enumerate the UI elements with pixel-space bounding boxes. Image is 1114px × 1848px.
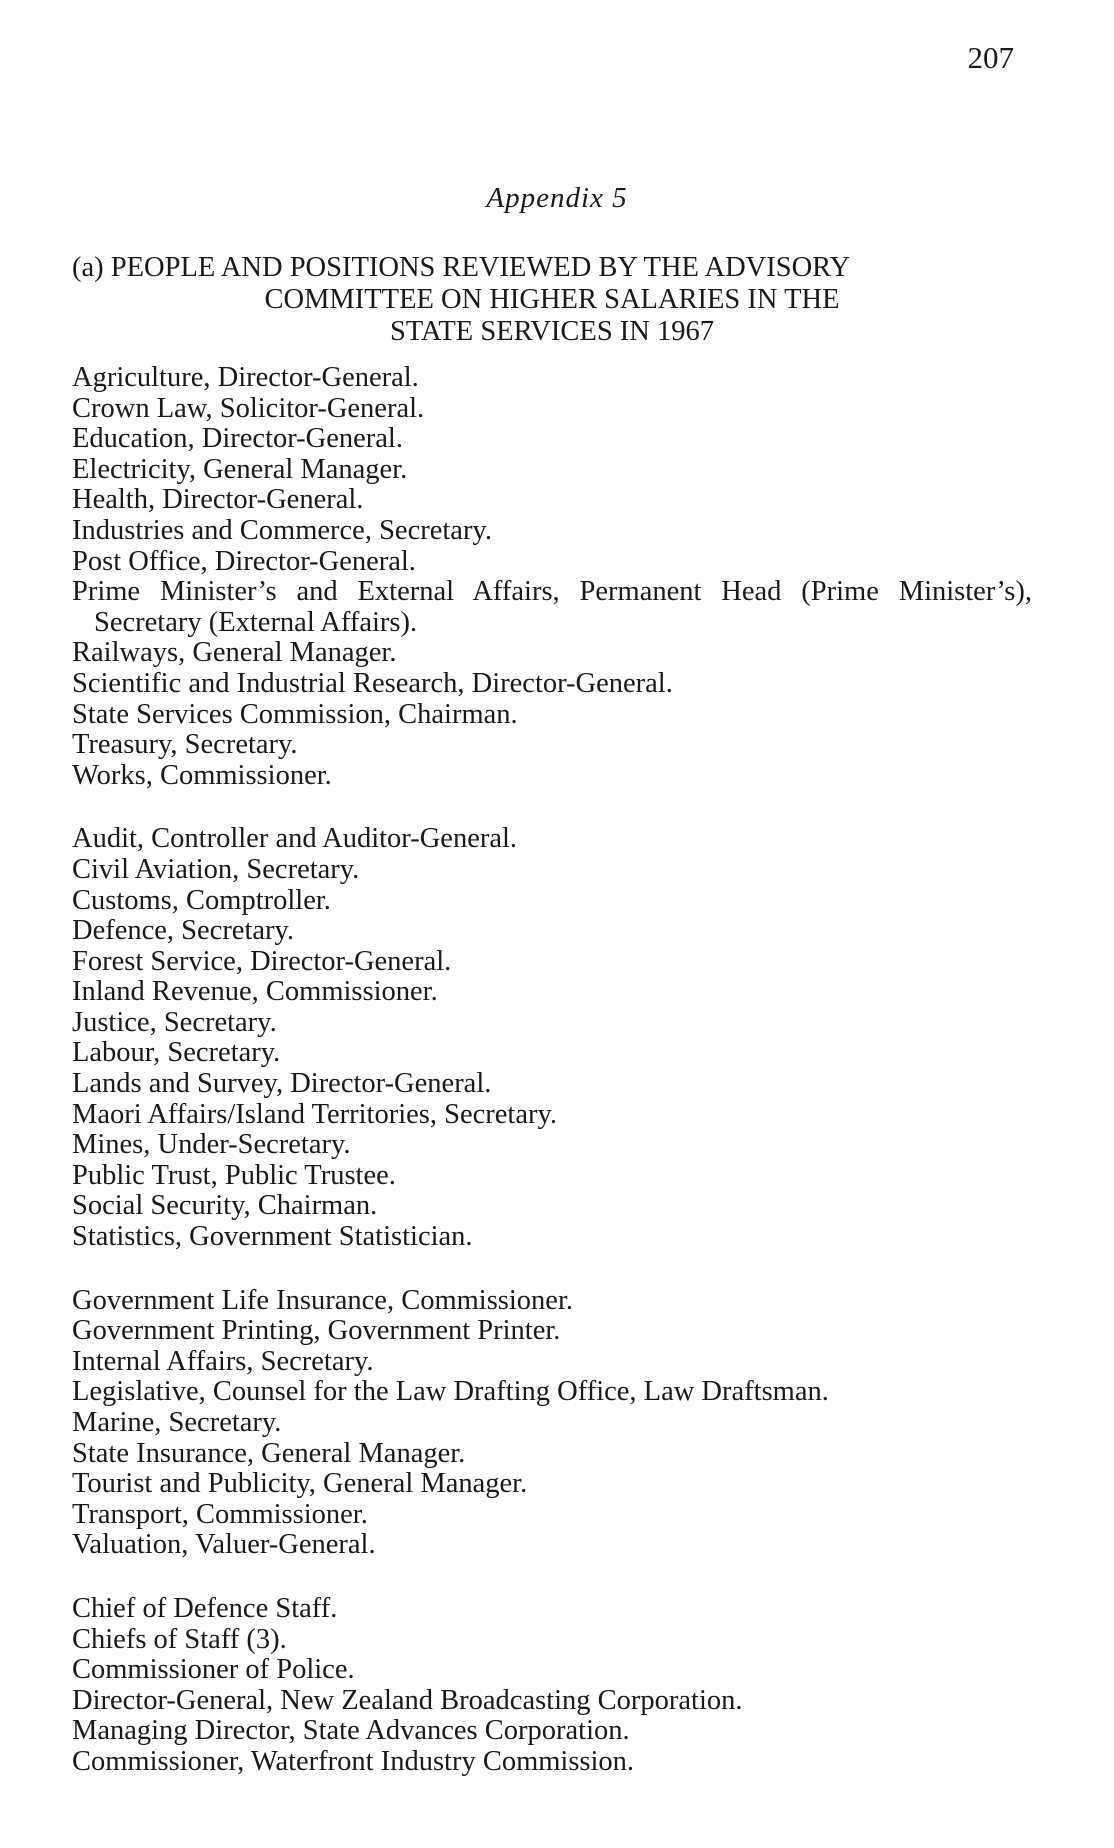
list-item: Chief of Defence Staff.: [72, 1592, 338, 1624]
list-item: Forest Service, Director-General.: [72, 945, 452, 977]
list-item: Valuation, Valuer-General.: [72, 1529, 376, 1561]
list-item: Inland Revenue, Commissioner.: [72, 976, 438, 1008]
list-item: Tourist and Publicity, General Manager.: [72, 1468, 528, 1500]
list-item: State Insurance, General Manager.: [72, 1437, 466, 1469]
list-item: Railways, General Manager.: [72, 637, 397, 669]
section-heading: [72, 252, 1032, 348]
list-item: Civil Aviation, Secretary.: [72, 853, 360, 885]
heading-line-3: STATE SERVICES IN 1967: [390, 316, 714, 347]
heading-line-2: COMMITTEE ON HIGHER SALARIES IN THE: [264, 284, 840, 315]
list-item: Lands and Survey, Director-General.: [72, 1068, 492, 1100]
list-item: Labour, Secretary.: [72, 1037, 281, 1069]
list-item: Scientific and Industrial Research, Director-General.: [72, 667, 673, 699]
appendix-title: Appendix 5: [486, 182, 628, 214]
list-item: Transport, Commissioner.: [72, 1498, 368, 1530]
list-item: Chiefs of Staff (3).: [72, 1623, 287, 1655]
list-item: Customs, Comptroller.: [72, 884, 331, 916]
list-item: Social Security, Chairman.: [72, 1190, 378, 1222]
list-item: Government Life Insurance, Commissioner.: [72, 1284, 574, 1316]
list-item: Works, Commissioner.: [72, 759, 332, 791]
group-3: [72, 1286, 1032, 1561]
list-item: Health, Director-General.: [72, 484, 364, 516]
list-item: Crown Law, Solicitor-General.: [72, 392, 425, 424]
list-item: Electricity, General Manager.: [72, 453, 408, 485]
list-item: Public Trust, Public Trustee.: [72, 1159, 396, 1191]
list-item: Statistics, Government Statistician.: [72, 1221, 473, 1253]
list-item: Agriculture, Director-General.: [72, 362, 419, 393]
list-item: Industries and Commerce, Secretary.: [72, 514, 492, 546]
list-item: Commissioner, Waterfront Industry Commission.: [72, 1745, 635, 1777]
list-item: Government Printing, Government Printer.: [72, 1315, 561, 1347]
group-4: [72, 1594, 1032, 1778]
heading-line-1: (a) PEOPLE AND POSITIONS REVIEWED BY THE ADVISORY: [72, 252, 851, 283]
list-item: Managing Director, State Advances Corporation.: [72, 1715, 630, 1747]
list-item: Post Office, Director-General.: [72, 545, 416, 577]
list-item: Treasury, Secretary.: [72, 729, 298, 761]
list-item: Director-General, New Zealand Broadcasting Corporation.: [72, 1684, 743, 1716]
list-item: Commissioner of Police.: [72, 1654, 355, 1686]
list-item: Mines, Under-Secretary.: [72, 1129, 351, 1161]
list-item: Maori Affairs/Island Territories, Secretary.: [72, 1098, 557, 1130]
page-number: 207: [967, 40, 1014, 75]
list-item: Defence, Secretary.: [72, 915, 295, 947]
group-2: [72, 824, 1032, 1252]
positions-list: [72, 363, 1032, 1811]
list-item: Marine, Secretary.: [72, 1407, 282, 1438]
list-item: Prime Minister’s and External Affairs, Permanent Head (Prime Minister’s), Secretary (External Affairs).: [72, 576, 1032, 638]
group-1: [72, 363, 1032, 791]
list-item: Legislative, Counsel for the Law Drafting Office, Law Draftsman.: [72, 1376, 829, 1408]
list-item: Internal Affairs, Secretary.: [72, 1345, 374, 1377]
list-item: Education, Director-General.: [72, 423, 403, 455]
list-item: State Services Commission, Chairman.: [72, 698, 518, 730]
list-item: Justice, Secretary.: [72, 1006, 277, 1038]
list-item: Audit, Controller and Auditor-General.: [72, 823, 518, 855]
